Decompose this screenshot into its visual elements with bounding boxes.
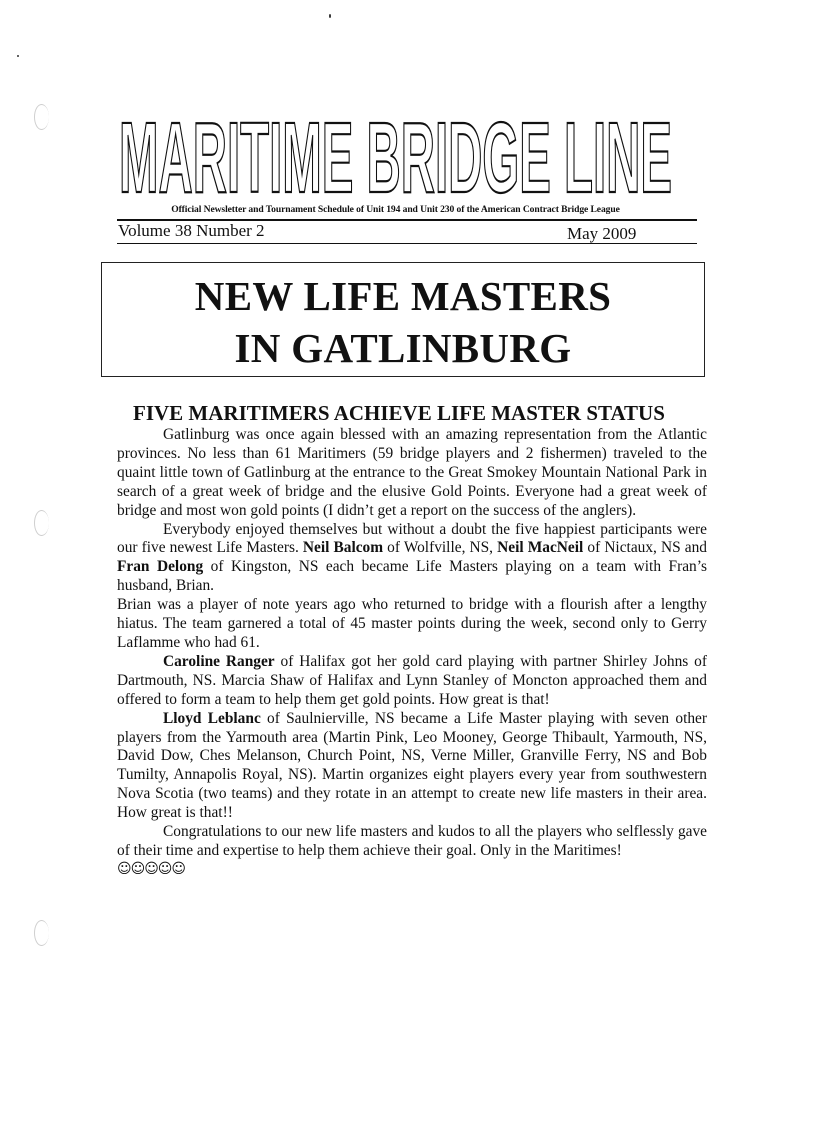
masthead-rule-bottom [117,243,697,244]
article-title: FIVE MARITIMERS ACHIEVE LIFE MASTER STATUS [133,401,665,425]
article [117,400,707,877]
life-master-name: Neil MacNeil [497,539,584,557]
article-paragraph-1: Gatlinburg was once again blessed with an amazing representation from the Atlantic provinces. No less than 61 Maritimers (59 bridge players and 2 fishermen) traveled to the quaint little town of Gatlinburg at the entrance to the Great Smokey Mountain National Park in search of a great week of bridge and the elusive Gold Points. Everyone had a great week of bridge and most won gold points (I didn’t get a report on the success of the anglers). [117,426,707,519]
article-paragraph-5 [117,710,707,823]
punch-hole-mark-top [34,104,49,130]
issue-date: May 2009 [567,224,637,243]
scan-speck [17,55,19,57]
text-run: Everybody enjoyed themselves but without a doubt the five happiest participants were our five newest Life Masters. [117,520,707,557]
text-run: of Kingston, NS each became Life Masters playing on a team with Fran’s husband, Brian. [117,558,707,595]
text-run: of Saulnierville, NS became a Life Master playing with seven other players from the Yarmouth area (Martin Pink, Leo Mooney, George Thibault, Yarmouth, NS, David Dow, Ches Melanson, Church Point, NS, Verne Miller, Granville Ferry, NS and Bob Tumilty, Annapolis Royal, NS). Martin organizes eight players every year from southwestern Nova Scotia (two teams) and they rotate in an attempt to create new life masters in their area. How great is that!! [117,709,708,822]
text-run: of Wolfville, NS, [383,539,498,557]
masthead-subtitle: Official Newsletter and Tournament Schedule of Unit 194 and Unit 230 of the American Contract Bridge League [171,204,620,215]
headline [101,270,705,374]
smiley-faces: ☺☺☺☺☺ [117,860,185,877]
masthead-title [118,108,673,200]
life-master-name: Caroline Ranger [163,652,275,670]
article-paragraph-2 [117,521,707,597]
life-master-name: Fran Delong [117,558,204,576]
text-run: of Halifax got her gold card playing with partner Shirley Johns of Dartmouth, NS. Marcia Shaw of Halifax and Lynn Stanley of Moncton approached them and offered to form a team to help them get gold points. How great is that! [117,652,708,708]
text-run: of Nictaux, NS and [583,539,707,557]
scan-speck [329,14,331,18]
masthead-title-text: MARITIME BRIDGE LINE [119,108,672,200]
headline-line-1: NEW LIFE MASTERS [194,273,612,319]
punch-hole-mark-bottom [34,920,49,946]
article-paragraph-3: Brian was a player of note years ago who returned to bridge with a flourish after a lengthy hiatus. The team garnered a total of 45 master points during the week, second only to Gerry Laflamme who had 61. [117,596,707,651]
life-master-name: Lloyd Leblanc [163,709,261,727]
article-paragraph-4 [117,653,707,710]
headline-line-2: IN GATLINBURG [234,325,572,371]
punch-hole-mark-middle [34,510,49,536]
issue-volume: Volume 38 Number 2 [118,221,265,240]
article-paragraph-6: Congratulations to our new life masters and kudos to all the players who selflessly gave of their time and expertise to help them achieve their goal. Only in the Maritimes! [117,823,707,859]
life-master-name: Neil Balcom [302,539,384,557]
